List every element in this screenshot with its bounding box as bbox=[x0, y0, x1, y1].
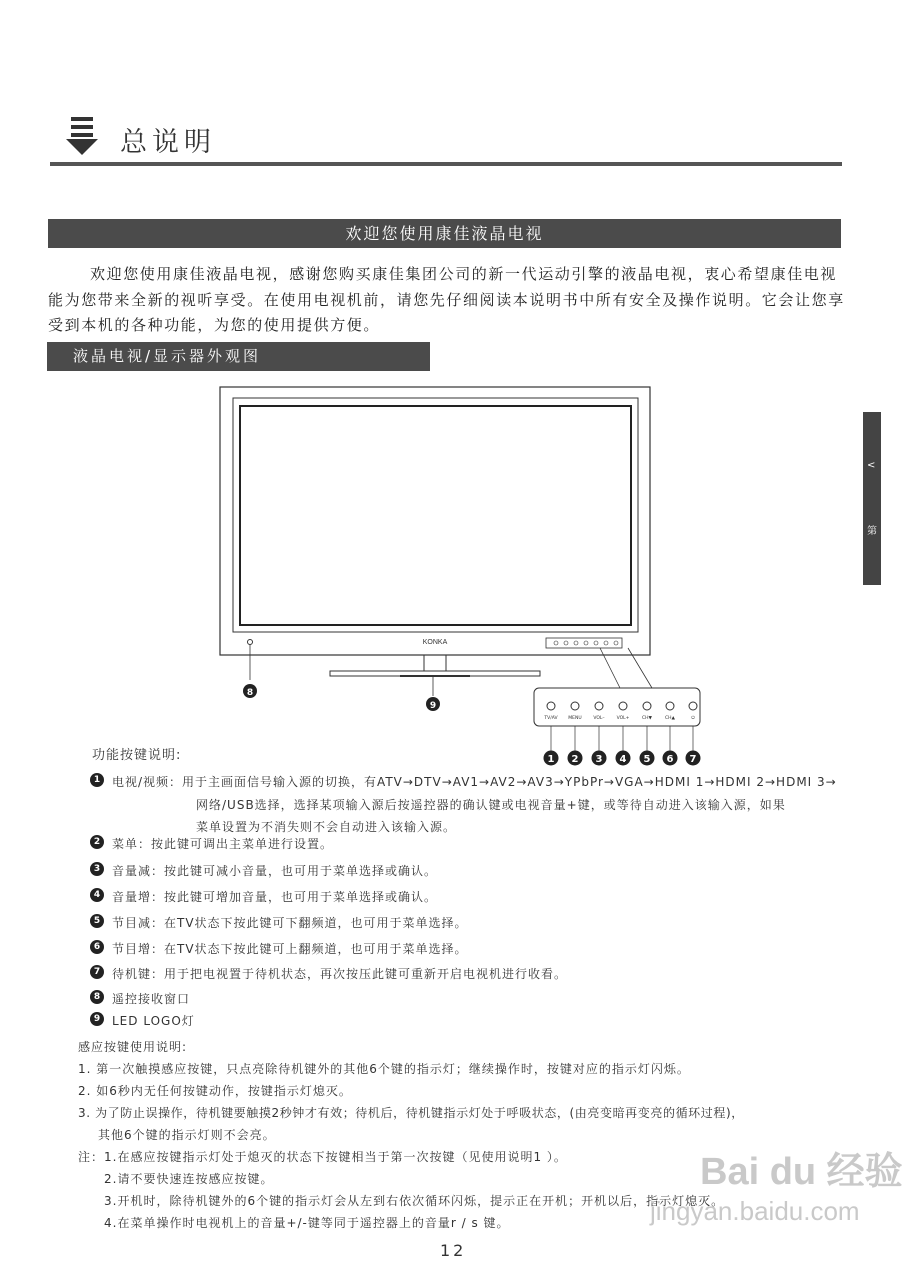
key-panel-buttons bbox=[547, 702, 697, 710]
svg-text:1: 1 bbox=[547, 754, 555, 765]
svg-text:VOL–: VOL– bbox=[593, 716, 605, 721]
welcome-banner: 欢迎您使用康佳液晶电视 bbox=[48, 219, 841, 248]
svg-text:VOL+: VOL+ bbox=[616, 716, 630, 721]
function-line: 网络/USB选择，选择某项输入源后按遥控器的确认键或电视音量+键，或等待自动进入该输入源，如果 bbox=[196, 798, 786, 812]
brand-logo: KONKA bbox=[422, 639, 448, 646]
page-title: 总说明 bbox=[120, 127, 216, 158]
svg-text:6: 6 bbox=[666, 754, 674, 765]
svg-text:TV/AV: TV/AV bbox=[544, 716, 558, 721]
svg-text:CH▼: CH▼ bbox=[642, 716, 652, 721]
function-line: 音量减：按此键可减小音量，也可用于菜单选择或确认。 bbox=[112, 864, 438, 878]
function-line: 电视/视频：用于主画面信号输入源的切换，有ATV→DTV→AV1→AV2→AV3→YPbPr→VGA→HDMI 1→HDMI 2→HDMI 3→ bbox=[112, 775, 837, 789]
header-divider bbox=[50, 162, 842, 166]
function-line: 节目增：在TV状态下按此键可上翻频道，也可用于菜单选择。 bbox=[112, 942, 468, 956]
intro-paragraph: 欢迎您使用康佳液晶电视，感谢您购买康佳集团公司的新一代运动引擎的液晶电视，衷心希望康佳电视能为您带来全新的视听享受。在使用电视机前，请您先仔细阅读本说明书中所有安全及操作说明。它会让您享受到本机的各种功能，为您的使用提供方便。 bbox=[48, 265, 845, 334]
item-number: 4 bbox=[90, 888, 104, 902]
item-number: 2 bbox=[90, 835, 104, 849]
svg-text:3: 3 bbox=[595, 754, 603, 765]
key-panel-labels bbox=[543, 715, 695, 721]
item-number: 6 bbox=[90, 940, 104, 954]
tv-outer-frame bbox=[220, 387, 650, 655]
svg-text:CH▲: CH▲ bbox=[665, 716, 675, 721]
tv-bezel bbox=[233, 398, 638, 632]
svg-text:⏻: ⏻ bbox=[691, 716, 695, 721]
item-number: 8 bbox=[90, 990, 104, 1004]
down-arrow-icon bbox=[66, 117, 98, 157]
tv-neck bbox=[424, 655, 446, 671]
touch-heading: 感应按键使用说明: bbox=[78, 1040, 188, 1054]
watermark-logo: Bai du 经验 bbox=[700, 1151, 903, 1193]
svg-text:4: 4 bbox=[619, 754, 627, 765]
note-item: 4.在菜单操作时电视机上的音量+/-键等同于遥控器上的音量r / s 键。 bbox=[104, 1216, 510, 1230]
side-tab-char: 第 bbox=[867, 526, 877, 537]
ir-sensor bbox=[248, 640, 253, 645]
touch-item: 其他6个键的指示灯则不会亮。 bbox=[98, 1128, 276, 1142]
key-strip-dots bbox=[554, 641, 618, 645]
touch-item: 2. 如6秒内无任何按键动作，按键指示灯熄灭。 bbox=[78, 1084, 352, 1098]
note-item: 2.请不要快速连按感应按键。 bbox=[104, 1172, 274, 1186]
note-item: 注：1.在感应按键指示灯处于熄灭的状态下按键相当于第一次按键（见使用说明1 ）。 bbox=[78, 1150, 567, 1164]
svg-text:2: 2 bbox=[571, 754, 579, 765]
item-number: 5 bbox=[90, 914, 104, 928]
svg-text:8: 8 bbox=[246, 688, 254, 698]
touch-item: 3. 为了防止误操作，待机键要触摸2秒钟才有效；待机后，待机键指示灯处于呼吸状态，(由亮变暗再变亮的循环过程)， bbox=[78, 1106, 744, 1120]
side-tab-char: < bbox=[867, 460, 876, 471]
function-line: 音量增：按此键可增加音量，也可用于菜单选择或确认。 bbox=[112, 890, 438, 904]
svg-text:MENU: MENU bbox=[568, 716, 582, 721]
svg-text:9: 9 bbox=[429, 701, 437, 711]
watermark-url: jingyan.baidu.com bbox=[650, 1196, 860, 1226]
svg-text:5: 5 bbox=[643, 754, 651, 765]
function-line: 待机键：用于把电视置于待机状态，再次按压此键可重新开启电视机进行收看。 bbox=[112, 967, 568, 981]
page-number: 12 bbox=[440, 1241, 467, 1260]
touch-item: 1. 第一次触摸感应按键，只点亮除待机键外的其他6个键的指示灯；继续操作时，按键对应的指示灯闪烁。 bbox=[78, 1062, 690, 1076]
function-line: 节目减：在TV状态下按此键可下翻频道，也可用于菜单选择。 bbox=[112, 916, 468, 930]
item-number: 7 bbox=[90, 965, 104, 979]
function-line: LED LOGO灯 bbox=[112, 1014, 195, 1028]
section-banner: 液晶电视/显示器外观图 bbox=[47, 342, 430, 371]
tv-diagram bbox=[0, 380, 905, 770]
function-line: 遥控接收窗口 bbox=[112, 992, 191, 1006]
functions-heading: 功能按键说明: bbox=[92, 748, 182, 763]
function-line: 菜单设置为不消失则不会自动进入该输入源。 bbox=[196, 820, 457, 834]
tv-screen bbox=[240, 406, 631, 625]
item-number: 3 bbox=[90, 862, 104, 876]
item-number: 1 bbox=[90, 773, 104, 787]
function-line: 菜单：按此键可调出主菜单进行设置。 bbox=[112, 837, 334, 851]
svg-text:7: 7 bbox=[689, 754, 697, 765]
note-item: 3.开机时，除待机键外的6个键的指示灯会从左到右依次循环闪烁，提示正在开机；开机以后，指示灯熄灭。 bbox=[104, 1194, 725, 1208]
item-number: 9 bbox=[90, 1012, 104, 1026]
